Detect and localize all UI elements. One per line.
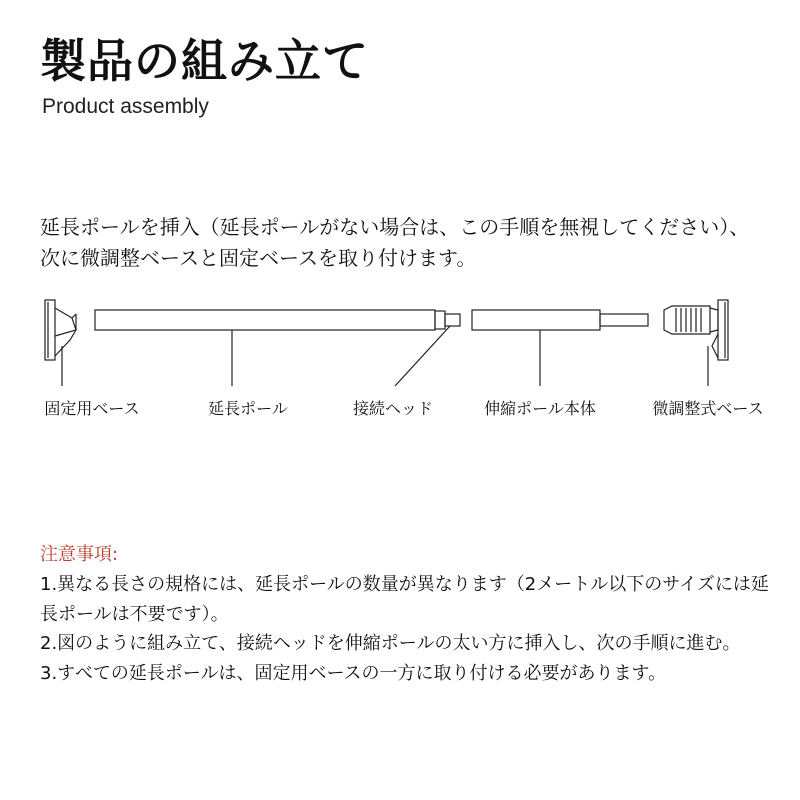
- telescopic-pole-shape: [472, 310, 648, 386]
- page-subtitle: Product assembly: [42, 95, 209, 118]
- connection-head-shape: [395, 311, 460, 386]
- notes-heading: 注意事項:: [40, 544, 119, 565]
- note-item: 2.図のように組み立て、接続ヘッドを伸縮ポールの太い方に挿入し、次の手順に進む。: [40, 633, 741, 654]
- part-label-telescopic-pole: 伸縮ポール本体: [484, 399, 596, 418]
- page-title: 製品の組み立て: [40, 34, 369, 88]
- fine-adjust-base-shape: [664, 300, 728, 386]
- part-label-extension-pole: 延長ポール: [208, 399, 288, 418]
- fixed-base-shape: [45, 300, 76, 386]
- extension-pole-shape: [95, 310, 435, 386]
- note-item: 3.すべての延長ポールは、固定用ベースの一方に取り付ける必要があります。: [40, 662, 667, 684]
- intro-text: 延長ポールを挿入（延長ポールがない場合は、この手順を無視してください）、次に微調整ベースと固定ベースを取り付けます。: [40, 215, 750, 270]
- part-label-fixed-base: 固定用ベース: [44, 399, 140, 418]
- part-label-connection-head: 接続ヘッド: [352, 399, 434, 418]
- assembly-diagram: [0, 290, 800, 430]
- notes-list: [40, 570, 770, 688]
- note-item: 1.異なる長さの規格には、延長ポールの数量が異なります（2メートル以下のサイズには延長ポールは不要です）。: [40, 574, 769, 625]
- part-label-fine-adjust-base: 微調整式ベース: [652, 399, 764, 418]
